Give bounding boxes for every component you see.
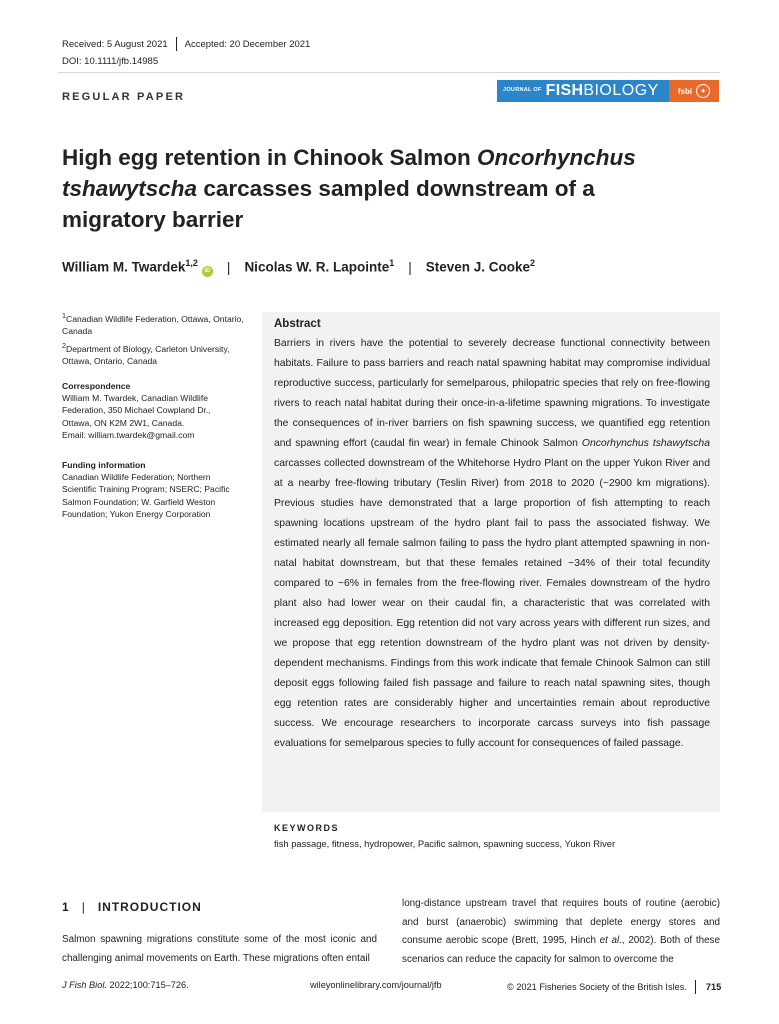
fsbi-badge xyxy=(669,80,719,102)
title-text-1: High egg retention in Chinook Salmon xyxy=(62,145,477,170)
author-list xyxy=(62,258,535,277)
journal-name-light: BIOLOGY xyxy=(583,82,659,99)
funding-info: Funding information Canadian Wildlife Federation; Northern Scientific Training Program; NSERC; Pacific Salmon Foundation; W. Garfield Weston Foundation; Yukon Energy Corporation xyxy=(62,459,252,520)
article-title xyxy=(62,142,702,235)
footer-separator xyxy=(695,980,696,994)
orcid-icon[interactable]: iD xyxy=(202,266,213,277)
author-3[interactable]: Steven J. Cooke$^2$ xyxy=(425,258,536,275)
paper-type: REGULAR PAPER xyxy=(62,91,186,103)
footer-copyright: © 2021 Fisheries Society of the British Isles. 715 xyxy=(507,982,722,992)
correspondence-label: Correspondence xyxy=(62,381,131,391)
affiliation-2: $^2$Department of Biology, Carleton University, Ottawa, Ontario, Canada xyxy=(62,342,230,367)
introduction-left-column: Salmon spawning migrations constitute some of the most iconic and challenging animal movements on Earth. These migrations often entail xyxy=(62,934,377,964)
author-1[interactable]: William M. Twardek$^{1,2}$ xyxy=(62,258,198,275)
introduction-right-column: long-distance upstream travel that requires bouts of routine (aerobic) and burst (anaerobic) swimming that deplete energy stores and consume aerobic scope (Brett, 1995, Hinch et al., 2002). Both of these scenarios can reduce the capacity for salmon to overcome the xyxy=(402,898,720,965)
article-dates xyxy=(62,37,310,51)
journal-prefix: JOURNAL OF xyxy=(503,87,542,94)
journal-banner xyxy=(497,80,669,102)
title-text-2: carcasses sampled downstream of a migratory barrier xyxy=(62,176,595,232)
keywords-heading: KEYWORDS xyxy=(274,823,340,833)
keywords-text: fish passage, fitness, hydropower, Pacific salmon, spawning success, Yukon River xyxy=(274,838,616,849)
funding-label: Funding information xyxy=(62,460,146,470)
abstract-heading: Abstract xyxy=(274,318,321,330)
received-date: Received: 5 August 2021 xyxy=(62,38,168,50)
introduction-heading: 1 | INTRODUCTION xyxy=(62,900,202,914)
affiliation-1: $^1$Canadian Wildlife Federation, Ottawa, Ontario, Canada xyxy=(62,312,244,337)
date-separator xyxy=(176,37,177,51)
footer-citation: J Fish Biol. 2022;100:715–726. xyxy=(62,980,189,990)
fsbi-seal-icon: ✦ xyxy=(696,84,710,98)
author-separator: | xyxy=(408,259,412,275)
header-rule xyxy=(58,72,720,73)
accepted-date: Accepted: 20 December 2021 xyxy=(184,38,311,50)
fsbi-label: fsbi xyxy=(677,86,693,96)
footer-url[interactable]: wileyonlinelibrary.com/journal/jfb xyxy=(310,980,442,990)
doi[interactable]: DOI: 10.1111/jfb.14985 xyxy=(62,56,159,67)
abstract-text: Barriers in rivers have the potential to severely decrease functional connectivity between habitats. Failure to pass barriers and reach natal spawning habitat may compromise individual reproductive success, particularly for semelparous, philopatric species that rely on free-flowing rivers to reach natal habitat during their once-in-a-lifetime spawning migrations. To investigate the consequences of in-river barriers on fish spawning success, we quantified egg retention and spawning effort (caudal fin wear) in female Chinook Salmon Oncorhynchus tshawytscha carcasses collected downstream of the Whitehorse Hydro Plant on the upper Yukon River and at a nearby free-flowing tributary (Teslin River) from 2018 to 2020 (~2900 km migrations). Previous studies have demonstrated that a large proportion of fish attempting to reach spawning locations upstream of the hydro plant fail to pass the associated fishway. We estimated nearly all female salmon failing to pass the hydro plant attempted spawning in non-natal habitat downstream, but that these females retained ~34% of their total fecundity compared to ~6% in females from the free-flowing river. Females downstream of the hydro plant also had lower wear on their caudal fin, a characteristic that was correlated with increased egg deposition. Egg retention did not vary across years with different run sizes, and we propose that egg retention downstream of the hydro plant was not driven by density-dependent mechanisms. Findings from this work indicate that female Chinook Salmon can still deposit eggs following failed fish passage and failure to reach natal spawning sites, though egg retention rates are considerably higher and uncertainties remain about reproductive success. We encourage researchers to incorporate carcass surveys into fish passage evaluations for semelparous species to fully account for consequences of failed passage. xyxy=(274,338,710,749)
title-species: Oncorhynchus tshawytscha xyxy=(62,145,636,201)
correspondence-email[interactable]: Email: william.twardek@gmail.com xyxy=(62,429,195,440)
author-separator: | xyxy=(226,259,231,275)
journal-logo xyxy=(497,80,719,102)
page-number: 715 xyxy=(705,982,722,992)
author-2[interactable]: Nicolas W. R. Lapointe$^1$ xyxy=(244,258,395,275)
journal-name-bold: FISH xyxy=(545,82,584,99)
correspondence: Correspondence William M. Twardek, Canadian Wildlife Federation, 350 Michael Cowpland Dr., Ottawa, ON K2M 2W1, Canada. Email: william.twardek@gmail.com xyxy=(62,380,252,441)
